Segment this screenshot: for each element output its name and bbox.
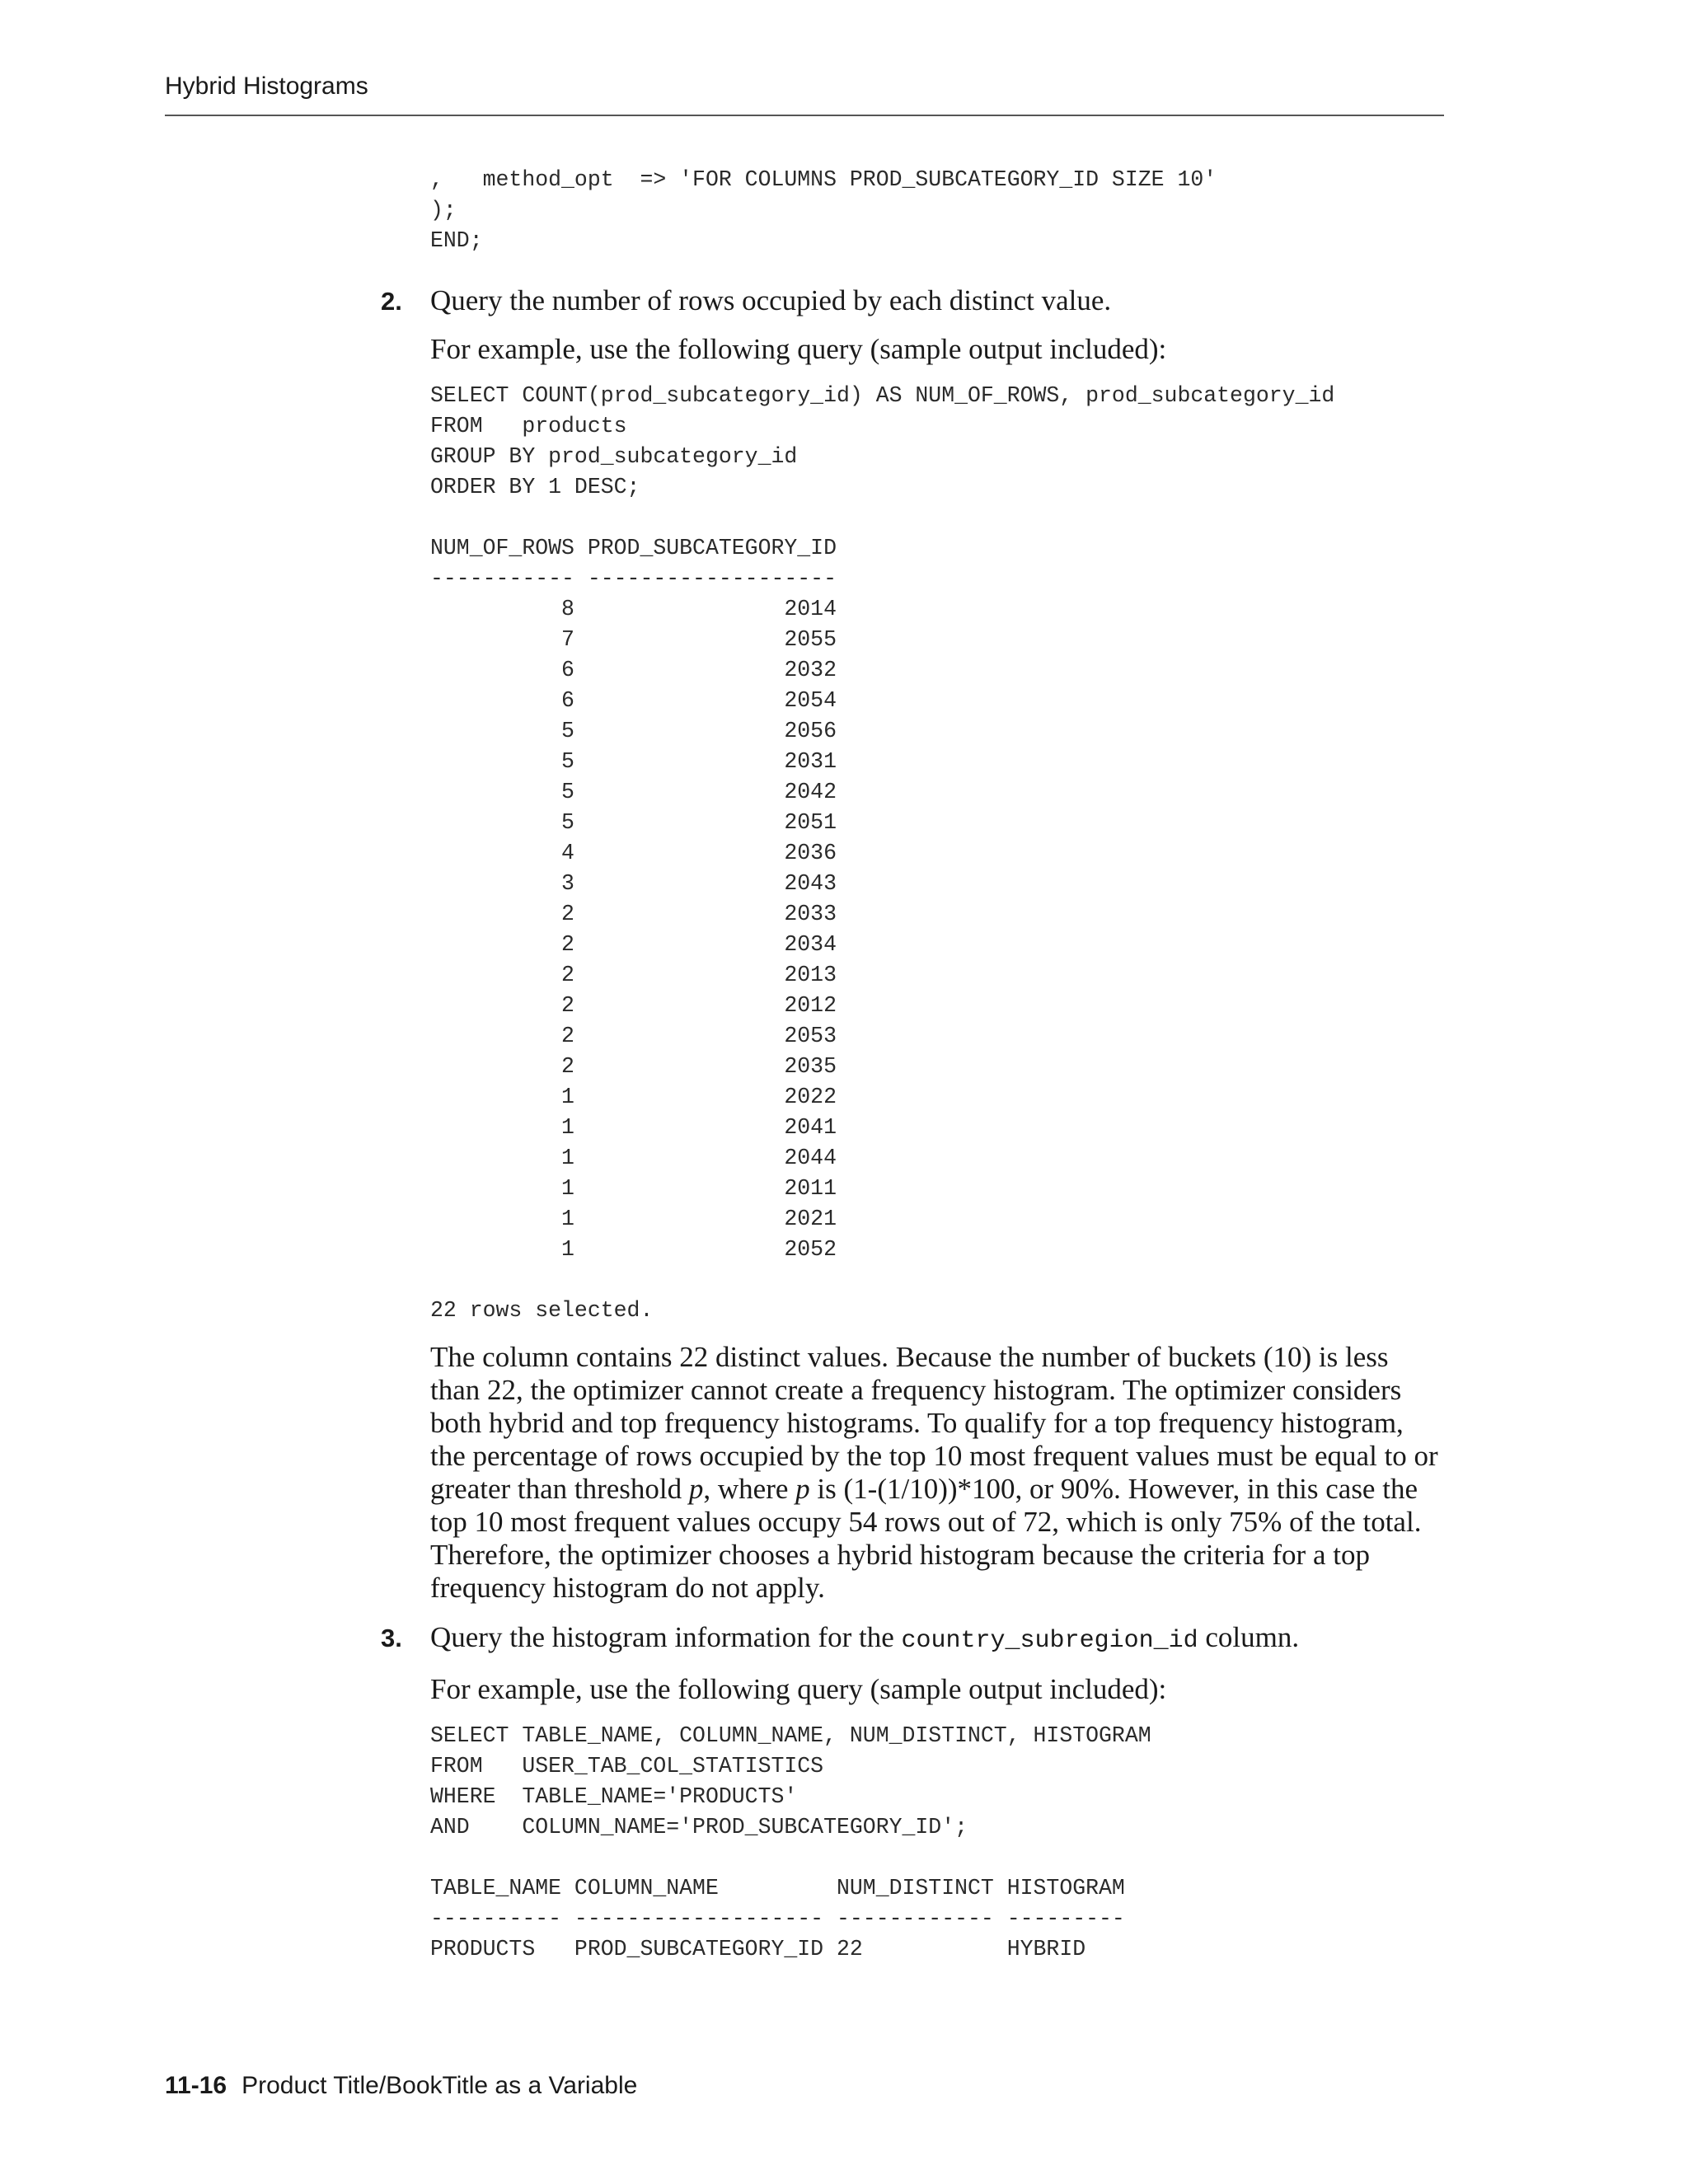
page-footer (165, 2072, 637, 2100)
step-3 (381, 1621, 1452, 1965)
header-rule (165, 115, 1444, 116)
running-header-title: Hybrid Histograms (165, 73, 368, 100)
step-2-query: SELECT COUNT(prod_subcategory_id) AS NUM_OF_ROWS, prod_subcategory_id FROM products GROUP BY prod_subcategory_id ORDER BY 1 DESC; (430, 383, 1335, 499)
book-title: Product Title/BookTitle as a Variable (241, 2072, 638, 2099)
code-block-top: , method_opt => 'FOR COLUMNS PROD_SUBCATEGORY_ID SIZE 10' ); END; (430, 167, 1217, 253)
step-2-intro: For example, use the following query (sample output included): (430, 333, 1167, 365)
variable-p: p (688, 1473, 704, 1505)
inline-code-column: country_subregion_id (901, 1627, 1198, 1655)
step-3-output-table: TABLE_NAME COLUMN_NAME NUM_DISTINCT HISTOGRAM ---------- ------------------- ------------ --------- PRODUCTS PROD_SUBCATEGORY_ID 22 HYBRID (430, 1876, 1125, 1961)
variable-p: p (795, 1473, 810, 1505)
page-content (381, 165, 1452, 1965)
step-2 (381, 284, 1452, 1605)
step-3-query: SELECT TABLE_NAME, COLUMN_NAME, NUM_DISTINCT, HISTOGRAM FROM USER_TAB_COL_STATISTICS WHERE TABLE_NAME='PRODUCTS' AND COLUMN_NAME='PROD_SUBCATEGORY_ID'; (430, 1723, 1151, 1840)
step-2-explanation: The column contains 22 distinct values. Because the number of buckets (10) is less than 22, the optimizer cannot create a frequency histogram. The optimizer considers both hybrid and top frequency histograms. To qualify for a top frequency histogram, the percentage of rows occupied by the top 10 most frequent values must be equal to or greater than threshold p, where p is (1-(1/10))*100, or 90%. However, in this case the top 10 most frequent values occupy 54 rows out of 72, which is only 75% of the total. Therefore, the optimizer chooses a hybrid histogram because the criteria for a top frequency histogram do not apply. (430, 1341, 1438, 1604)
step-2-rows-selected: 22 rows selected. (430, 1298, 654, 1323)
step-2-output-table: NUM_OF_ROWS PROD_SUBCATEGORY_ID ----------- ------------------- 8 2014 7 2055 6 2032 6 2054 5 2056 5 2031 5 2042 5 2051 4 2036 3 2043 2 2033 2 2034 2 2013 2 2012 2 2053 2 2035 1 2022 1 2041 1 2044 1 2011 1 2021 1 2052 (430, 536, 837, 1262)
page-number: 11-16 (165, 2072, 227, 2099)
step-3-number: 3. (381, 1624, 402, 1652)
step-2-number: 2. (381, 287, 402, 316)
step-2-heading: Query the number of rows occupied by each distinct value. (430, 284, 1112, 316)
step-3-intro: For example, use the following query (sample output included): (430, 1673, 1167, 1705)
step-3-heading: Query the histogram information for the country_subregion_id column. (430, 1621, 1300, 1655)
